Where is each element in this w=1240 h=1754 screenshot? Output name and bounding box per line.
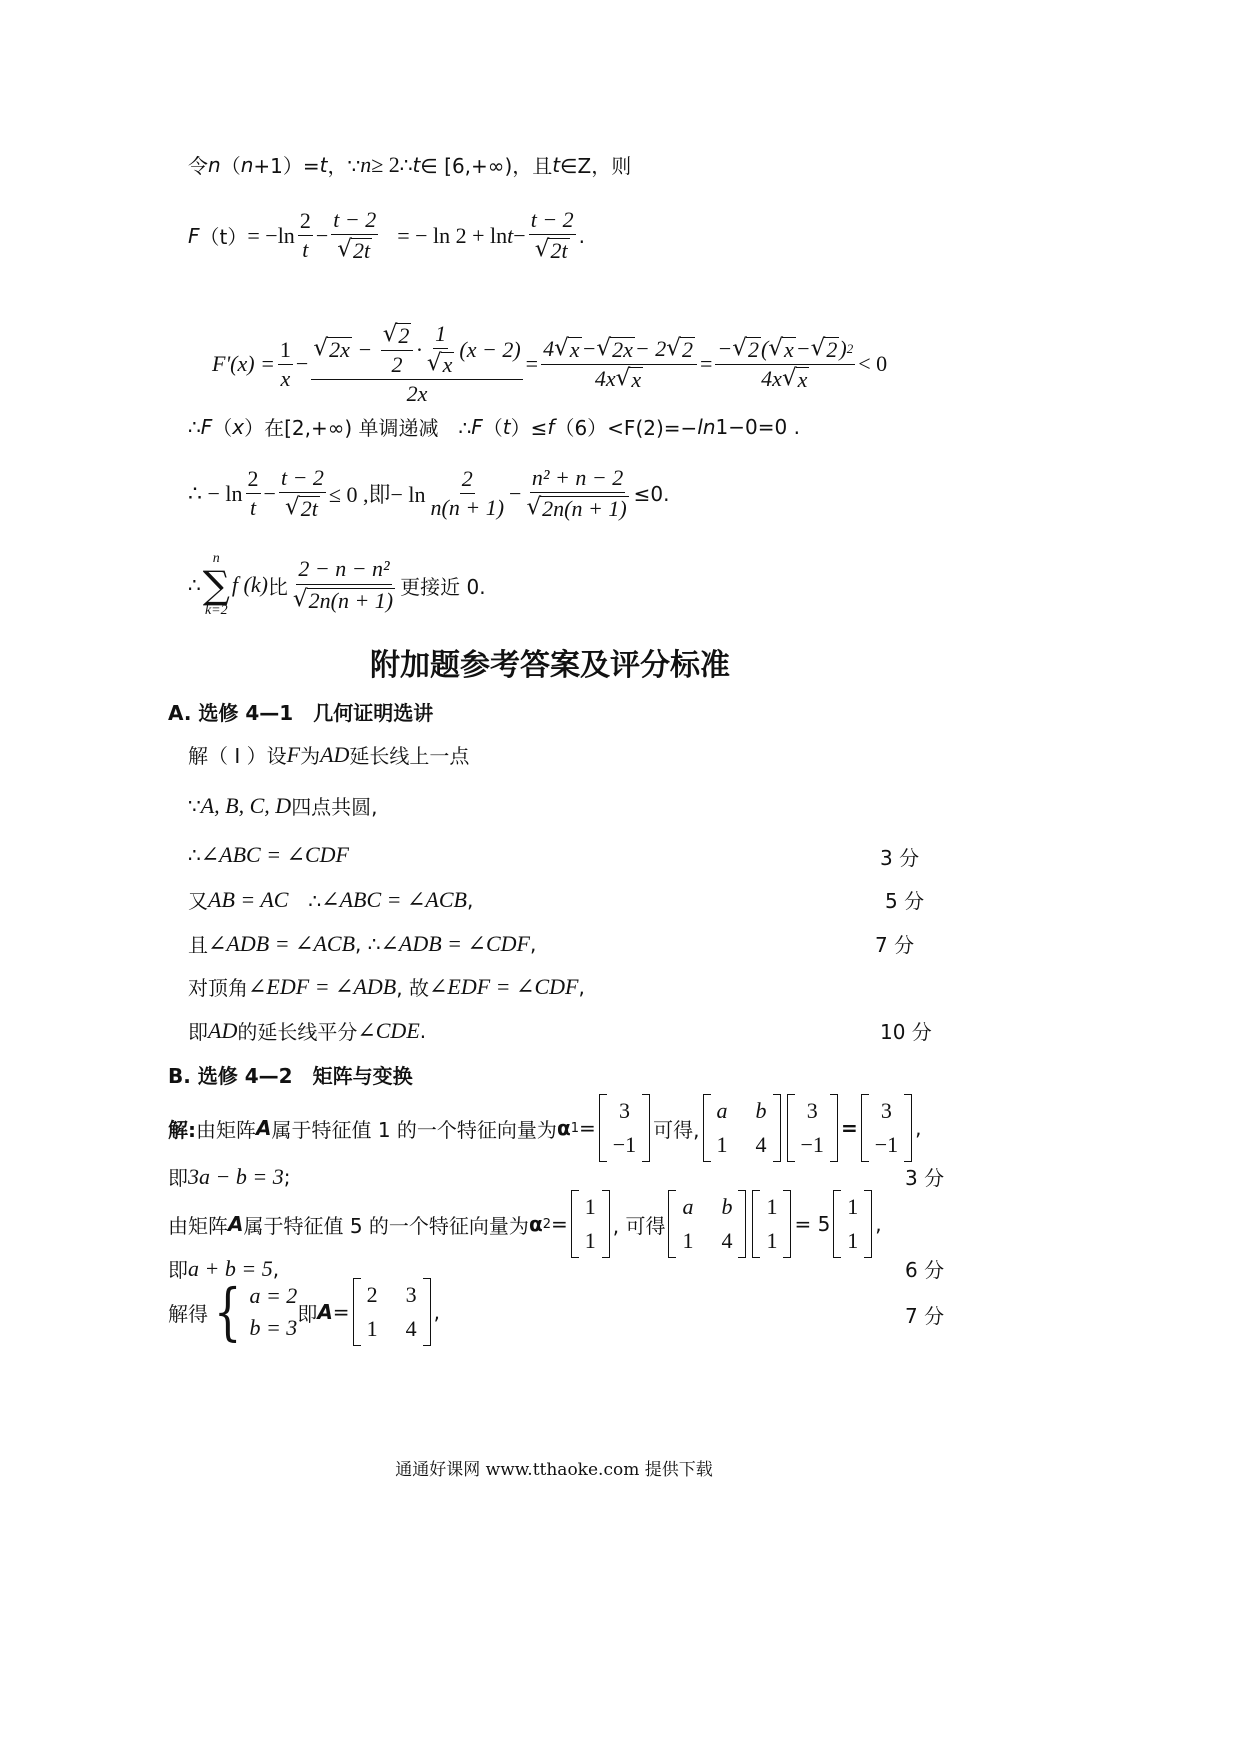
text: （ <box>482 416 503 440</box>
func-f: f <box>547 414 555 439</box>
text: . <box>578 223 586 248</box>
b-line-4: 即 a + b = 5 , <box>168 1255 280 1282</box>
text: − <box>263 480 276 506</box>
text: ∴ <box>399 152 413 177</box>
matrix-A: a b 1 4 <box>668 1190 746 1258</box>
text: +1）= <box>253 154 320 178</box>
var-t: t <box>319 152 328 177</box>
var-t: t <box>552 152 561 177</box>
section-b-title: B. 选修 4—2 矩阵与变换 <box>168 1064 413 1088</box>
line-inequality <box>188 466 670 521</box>
vector-alpha2: 1 1 <box>571 1190 610 1258</box>
a-line-2: ∵ A, B, C, D 四点共圆, <box>188 792 378 819</box>
text: ≥ 2 <box>371 151 400 177</box>
score: 5 分 <box>885 889 925 913</box>
fraction: 4 √ x − √ 2x − 2 √ 2 4x √ x <box>541 337 697 392</box>
matrix-A-result: 2 3 1 4 <box>353 1278 431 1346</box>
text: ∴ − ln <box>188 480 243 506</box>
text: ln <box>277 222 295 248</box>
text: − <box>513 222 526 248</box>
text: ln <box>697 414 716 439</box>
func-F: F <box>200 414 213 439</box>
score: 6 分 <box>905 1258 945 1282</box>
text: （t） <box>199 225 248 250</box>
text: 1−0=0 . <box>715 414 800 439</box>
text: ≤0. <box>633 481 670 506</box>
fraction-big: √ 2x − √ 2 2 · 1 √ x (x − 2) 2x <box>313 321 521 407</box>
score: 10 分 <box>880 1020 932 1044</box>
vector: 1 1 <box>752 1190 791 1258</box>
line-derivative <box>212 322 887 407</box>
text: （ <box>220 154 241 178</box>
text: ∴ <box>188 573 201 597</box>
line-F-of-t: F （t） = − ln $\frac{2}{t}$ − t − 2 √ 2t = − ln 2 + ln t − t − 2 √ 2t . <box>188 207 586 264</box>
text: = <box>525 351 539 377</box>
text: − <box>509 480 522 506</box>
section-a-title: A. 选修 4—1 几何证明选讲 <box>168 701 434 725</box>
footer: 通通好课网 www.tthaoke.com 提供下载 <box>395 1460 713 1480</box>
line-conclusion-sum <box>188 552 486 618</box>
a-line-1: 解（ I ）设 F 为 AD 延长线上一点 <box>188 741 470 768</box>
text: f (k) <box>231 572 268 597</box>
text: （ <box>212 416 233 440</box>
score: 3 分 <box>880 846 920 870</box>
text: '(x) = <box>225 351 275 377</box>
var-t: t <box>502 414 511 439</box>
brace: { <box>213 1275 242 1348</box>
fraction: t − 2 √ 2t <box>333 207 377 264</box>
matrix-A: a b 1 4 <box>703 1094 781 1162</box>
text: ∈Z，则 <box>560 154 632 178</box>
score: 3 分 <box>905 1166 945 1190</box>
text: ∴ <box>188 414 201 439</box>
text: < 0 <box>858 351 888 377</box>
text: ≤ 0 ,即− ln <box>328 482 426 508</box>
vector: 3 −1 <box>787 1094 838 1162</box>
var-t: t <box>412 152 421 177</box>
text: 比 <box>267 574 288 599</box>
vector: 3 −1 <box>861 1094 912 1162</box>
a-line-5: 且 ∠ADB = ∠ACB , ∴ ∠ADB = ∠CDF , <box>188 930 537 957</box>
b-line-5: 解得 { a = 2 b = 3 即 A = 2 3 1 4 , <box>168 1275 440 1348</box>
a-line-7: 即 AD 的延长线平分 ∠CDE . <box>188 1017 427 1044</box>
text: （6）<F(2)=− <box>554 416 698 440</box>
var-x: x <box>232 414 245 439</box>
text: = − <box>247 222 278 248</box>
var-n: n <box>240 152 254 177</box>
func-F: F <box>212 351 226 377</box>
func-F: F <box>188 223 200 248</box>
text: 令 <box>188 154 208 178</box>
text: = − ln 2 + ln <box>397 222 508 248</box>
var-n: n <box>360 151 372 177</box>
line-substitution <box>188 150 631 179</box>
text: = <box>699 351 713 377</box>
fraction: $\frac{2}{t}$ <box>299 208 311 263</box>
text: − <box>295 351 309 377</box>
func-F: F <box>471 414 483 439</box>
fraction: $\frac{2}{n(n + 1)}$ <box>430 466 505 521</box>
vector: 1 1 <box>833 1190 872 1258</box>
a-line-6: 对顶角 ∠EDF = ∠ADB , 故 ∠EDF = ∠CDF , <box>188 973 585 1000</box>
text: ，∵ <box>327 154 361 178</box>
fraction: 2 − n − n² √ 2n(n + 1) <box>292 556 394 613</box>
section-heading: 附加题参考答案及评分标准 <box>370 648 730 683</box>
score: 7 分 <box>905 1304 945 1328</box>
fraction: t − 2 √ 2t <box>530 207 574 264</box>
fraction: $\frac{2}{t}$ <box>247 466 259 521</box>
fraction: − √ 2 ( √ x − √ 2 ) 2 4x √ x <box>717 334 854 392</box>
text: ）≤ <box>510 416 548 440</box>
fraction: t − 2 √ 2t <box>280 465 324 522</box>
line-monotonic <box>188 412 800 441</box>
score: 7 分 <box>875 933 915 957</box>
a-line-4: 又 AB = AC ∴ ∠ABC = ∠ACB , <box>188 886 474 913</box>
fraction: $\frac{1}{x}$ <box>279 336 291 391</box>
fraction: n² + n − 2 √ 2n(n + 1) <box>526 465 627 522</box>
b-line-2: 即 3a − b = 3 ; <box>168 1163 291 1190</box>
text: ∈ [6,+∞)，且 <box>420 154 553 178</box>
var-n: n <box>208 152 221 177</box>
a-line-3: ∴ ∠ABC = ∠CDF <box>188 842 349 867</box>
vector-alpha1: 3 −1 <box>599 1094 650 1162</box>
text: 更接近 0. <box>400 574 486 599</box>
var-t: t <box>507 222 514 248</box>
sum-symbol: n ∑ k=2 <box>202 551 230 618</box>
b-line-3: 由矩阵 A 属于特征值 5 的一个特征向量为 α 2 = 1 1 , 可得 a b 1 4 1 1 = 5 1 1 , <box>168 1190 882 1258</box>
b-line-1: 解: 由矩阵 A 属于特征值 1 的一个特征向量为 α 1 = 3 −1 可得, a b 1 4 3 −1 = 3 −1 , <box>168 1094 921 1162</box>
text: ）在[2,+∞) 单调递减 ∴ <box>244 416 472 440</box>
